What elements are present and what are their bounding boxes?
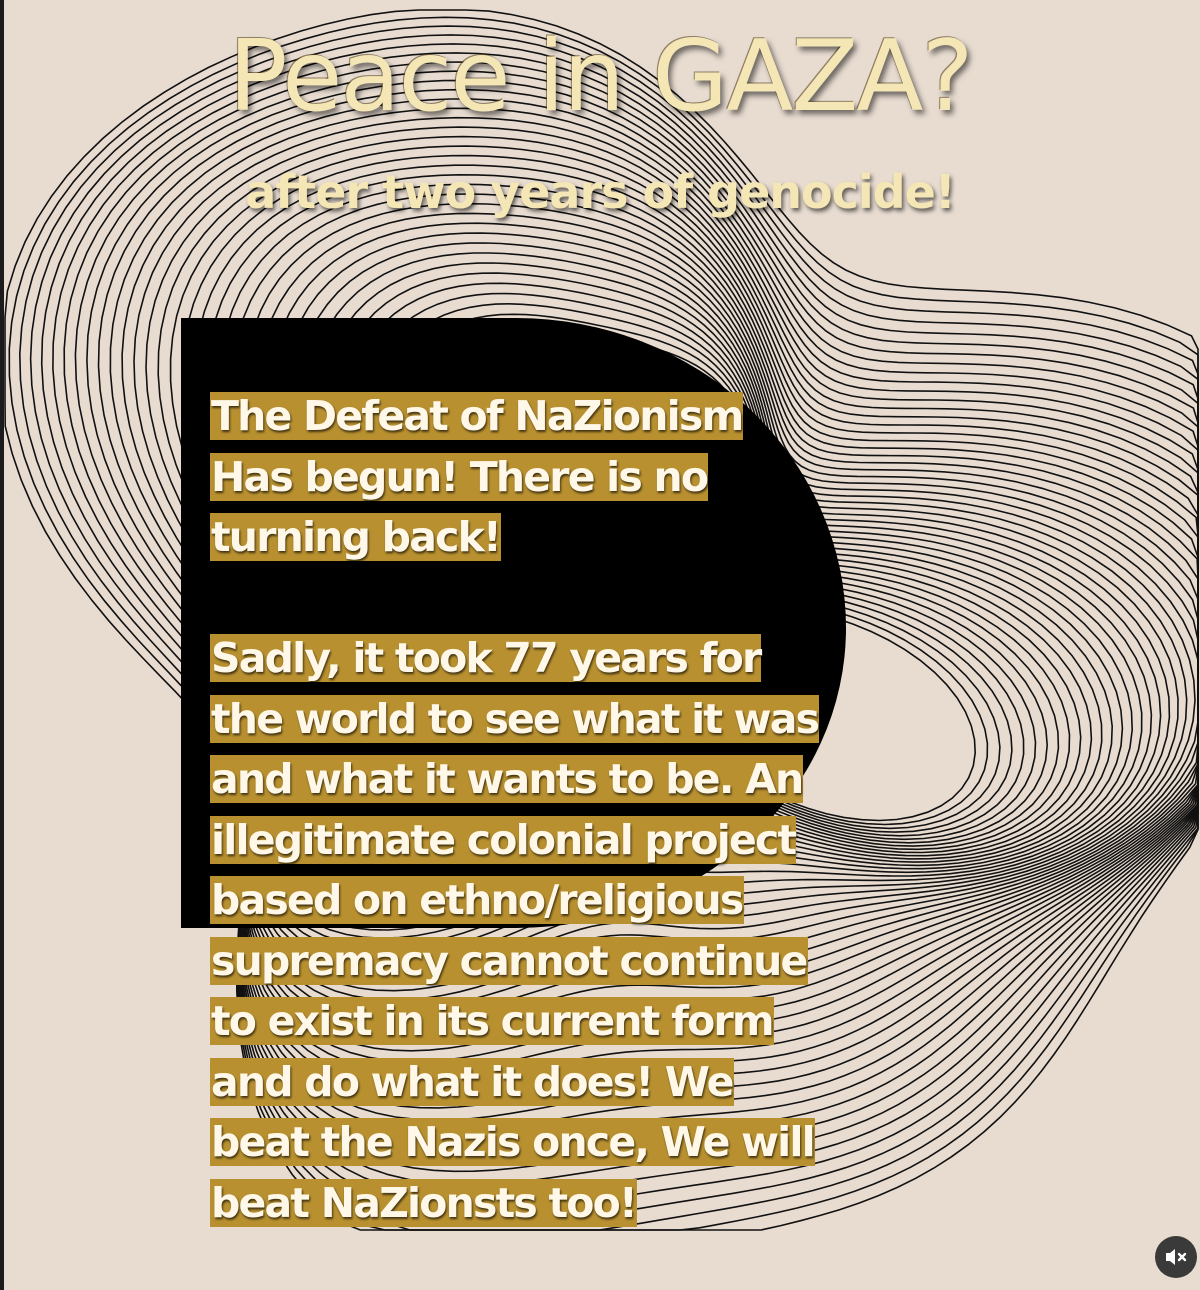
message-line: supremacy cannot continue	[211, 936, 807, 985]
message-line: the world to see what it was	[211, 694, 819, 743]
message-line: and do what it does! We	[211, 1057, 733, 1106]
post-subtitle: after two years of genocide!	[245, 165, 955, 219]
message-line: Has begun! There is no	[211, 452, 708, 501]
message-line: based on ethno/religious	[211, 876, 743, 924]
post-title: Peace in GAZA?	[228, 20, 972, 134]
message-line: turning back!	[211, 513, 500, 561]
message-paragraph-1	[210, 386, 850, 568]
mute-button[interactable]	[1155, 1236, 1197, 1278]
message-line: illegitimate colonial project	[211, 815, 796, 864]
message-paragraph-2	[210, 628, 850, 1233]
message-line: The Defeat of NaZionism	[211, 392, 743, 440]
speaker-muted-icon	[1164, 1246, 1188, 1268]
message-line: Sadly, it took 77 years for	[211, 634, 761, 682]
message-line: beat NaZionsts too!	[211, 1178, 636, 1227]
message-line: and what it wants to be. An	[211, 755, 803, 803]
message-line: beat the Nazis once, We will	[211, 1118, 814, 1166]
message-line: to exist in its current form	[211, 997, 773, 1045]
